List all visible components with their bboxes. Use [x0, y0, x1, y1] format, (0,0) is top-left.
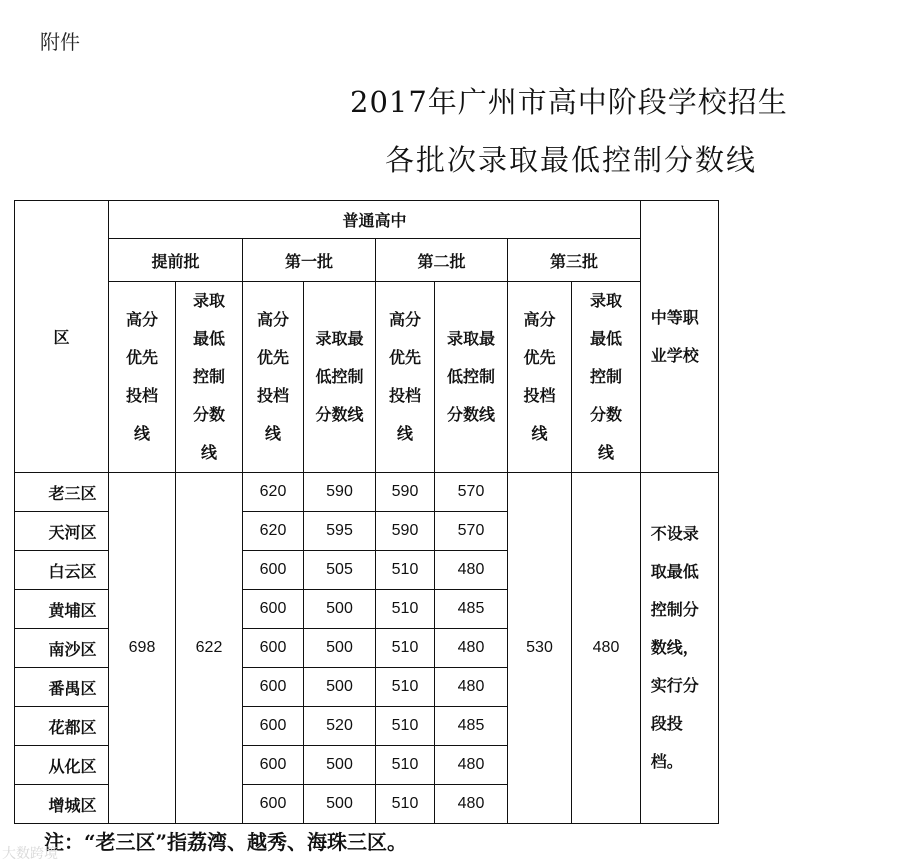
b1-high-cell: 600	[243, 707, 304, 746]
b2-min-cell: 480	[435, 551, 508, 590]
district-cell: 老三区	[15, 473, 109, 512]
b1-min-cell: 520	[304, 707, 376, 746]
vocational-header	[641, 201, 719, 473]
district-cell: 黄埔区	[15, 590, 109, 629]
b1-min-cell: 595	[304, 512, 376, 551]
vocational-header-text: 中等职业学校	[650, 307, 699, 365]
batch-3-header: 第三批	[508, 239, 641, 282]
b2-high-cell: 510	[376, 551, 435, 590]
b3-high-value: 530	[508, 473, 572, 824]
page-title-line2: 各批次录取最低控制分数线	[385, 143, 758, 177]
batch-early-header: 提前批	[109, 239, 243, 282]
b2-min-cell: 485	[435, 707, 508, 746]
b1-min-cell: 500	[304, 629, 376, 668]
watermark: 大数跨境	[2, 846, 58, 862]
b1-high-cell: 600	[243, 551, 304, 590]
early-high-header	[109, 282, 176, 473]
b1-high-cell: 600	[243, 629, 304, 668]
b1-min-header-text: 录取最低控制分数线	[315, 329, 364, 424]
vocational-note-text: 不设录取最低控制分数线，实行分段投档。	[650, 524, 699, 771]
b2-min-cell: 480	[435, 785, 508, 824]
b1-min-header	[304, 282, 376, 473]
b2-min-header	[435, 282, 508, 473]
b3-min-header-text: 录取最低控制分数线	[590, 291, 623, 462]
b2-min-cell: 480	[435, 668, 508, 707]
b1-high-cell: 620	[243, 512, 304, 551]
district-cell: 番禺区	[15, 668, 109, 707]
b1-high-header-text: 高分优先投档线	[256, 310, 289, 443]
b2-high-header	[376, 282, 435, 473]
b1-high-cell: 600	[243, 746, 304, 785]
b3-high-header	[508, 282, 572, 473]
b1-high-cell: 600	[243, 668, 304, 707]
footnote: 注：“老三区”指荔湾、越秀、海珠三区。	[44, 830, 408, 854]
b1-min-cell: 500	[304, 668, 376, 707]
district-cell: 南沙区	[15, 629, 109, 668]
b1-min-cell: 500	[304, 785, 376, 824]
district-header: 区	[15, 201, 109, 473]
district-cell: 从化区	[15, 746, 109, 785]
b2-high-cell: 510	[376, 668, 435, 707]
b2-high-cell: 590	[376, 473, 435, 512]
early-min-value: 622	[176, 473, 243, 824]
b1-min-cell: 500	[304, 590, 376, 629]
b1-high-cell: 620	[243, 473, 304, 512]
b1-high-header	[243, 282, 304, 473]
b3-min-header	[572, 282, 641, 473]
vocational-note-cell	[641, 473, 719, 824]
b2-min-cell: 480	[435, 746, 508, 785]
early-min-header	[176, 282, 243, 473]
b2-min-cell: 480	[435, 629, 508, 668]
attachment-label: 附件	[40, 30, 80, 54]
batch-2-header: 第二批	[376, 239, 508, 282]
b2-high-cell: 510	[376, 629, 435, 668]
b1-high-cell: 600	[243, 785, 304, 824]
district-cell: 花都区	[15, 707, 109, 746]
b2-min-cell: 570	[435, 512, 508, 551]
b3-min-value: 480	[572, 473, 641, 824]
b2-min-cell: 485	[435, 590, 508, 629]
early-high-value: 698	[109, 473, 176, 824]
b2-high-cell: 510	[376, 590, 435, 629]
b1-high-cell: 600	[243, 590, 304, 629]
district-cell: 白云区	[15, 551, 109, 590]
early-high-header-text: 高分优先投档线	[125, 310, 158, 443]
b2-high-cell: 510	[376, 785, 435, 824]
district-cell: 增城区	[15, 785, 109, 824]
batch-1-header: 第一批	[243, 239, 376, 282]
b1-min-cell: 590	[304, 473, 376, 512]
b3-high-header-text: 高分优先投档线	[523, 310, 556, 443]
b1-min-cell: 500	[304, 746, 376, 785]
b2-high-cell: 510	[376, 746, 435, 785]
page-title-line1: 2017年广州市高中阶段学校招生	[350, 85, 788, 119]
general-high-school-header: 普通高中	[109, 201, 641, 239]
b2-high-header-text: 高分优先投档线	[388, 310, 421, 443]
score-table	[14, 200, 719, 824]
b2-high-cell: 510	[376, 707, 435, 746]
b2-min-header-text: 录取最低控制分数线	[446, 329, 495, 424]
early-min-header-text: 录取最低控制分数线	[192, 291, 225, 462]
b1-min-cell: 505	[304, 551, 376, 590]
district-cell: 天河区	[15, 512, 109, 551]
b2-high-cell: 590	[376, 512, 435, 551]
b2-min-cell: 570	[435, 473, 508, 512]
